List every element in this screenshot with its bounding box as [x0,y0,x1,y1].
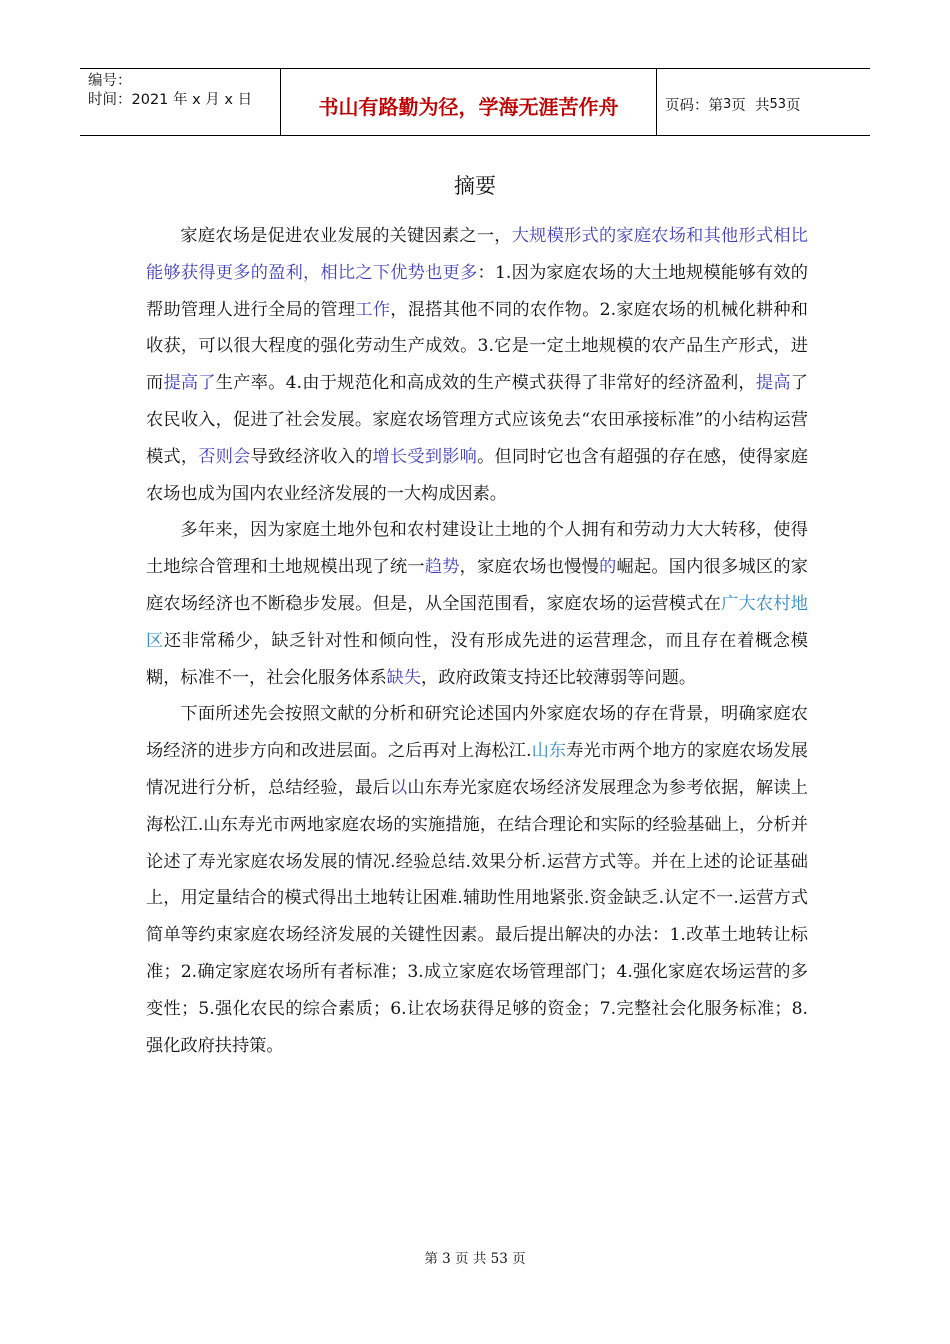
page-footer: 第 3 页 共 53 页 [424,1251,526,1267]
abstract-paragraph [146,512,808,696]
page-current: 3 [723,96,732,112]
text-run: 生产率。4.由于规范化和高成效的生产模式获得了非常好的经济盈利， [215,373,756,394]
header-motto: 书山有路勤为径，学海无涯苦作舟 [281,69,657,135]
page-prefix: 页码：第 [665,97,723,114]
text-run: 了农民收入，促进了社会发展。家庭农场管理方式应该免去“农田承接标准”的小结构运营模式， [146,373,808,467]
highlighted-text: 提高了 [163,373,216,394]
highlighted-text: 广大农村地区 [146,593,808,651]
highlighted-text: 山东 [531,741,567,762]
page-suffix: 页 [786,97,801,114]
text-run: 下面所述先会按照文献的分析和研究论述国内外家庭农场的存在背景，明确家庭农场经济的进步方向和改进层面。之后再对上海松江. [146,704,808,762]
header-info-cell [80,69,281,135]
abstract-paragraph [146,218,808,512]
highlighted-text: 提高 [755,373,791,394]
page-mid: 页 共 [731,97,770,114]
page-total: 53 [769,96,787,112]
text-run: 崛起。国内很多城区的家庭农场经济也不断稳步发展。但是，从全国范围看，家庭农场的运营模式在 [146,557,808,614]
highlighted-text: 的 [599,557,617,578]
highlighted-text: 工作 [355,299,391,320]
highlighted-text: 增长受到影响 [372,446,478,467]
text-run: ，家庭农场也慢慢 [459,557,600,578]
highlighted-text: 以 [389,777,408,798]
highlighted-text: 缺失 [386,667,422,688]
text-run: 还非常稀少，缺乏针对性和倾向性，没有形成先进的运营理念，而且存在着概念模糊，标准不一，社会化服务体系 [146,630,808,688]
text-run: 山东寿光家庭农场经济发展理念为参考依据，解读上海松江.山东寿光市两地家庭农场的实施措施，在结合理论和实际的经验基础上，分析并论述了寿光家庭农场发展的情况.经验总结.效果分析.运营方式等。并在上述的论证基础上，用定量结合的模式得出土地转让困难.辅助性用地紧张.资金缺乏.认定不一.运营方式简单等约束家庭农场经济发展的关键性因素。最后提出解决的办法：1.改革土地转让标准；2.确定家庭农场所有者标准；3.成立家庭农场管理部门；4.强化家庭农场运营的多变性；5.强化农民的综合素质；6.让农场获得足够的资金；7.完整社会化服务标准；8.强化政府扶持策。 [146,777,808,1056]
header-table [80,68,870,136]
text-run: 多年来，因为家庭土地外包和农村建设让土地的个人拥有和劳动力大大转移，使得土地综合管理和土地规模出现了统一 [146,520,808,578]
abstract-paragraph [146,696,808,1064]
text-run: ：1.因为家庭农场的大土地规模能够有效的帮助管理人进行全局的管理 [146,262,808,320]
text-run: 。但同时它也含有超强的存在感，使得家庭农场也成为国内农业经济发展的一大构成因素。 [146,446,808,504]
page-title: 摘要 [454,174,496,198]
highlighted-text: 趋势 [424,557,460,578]
text-run: ，混搭其他不同的农作物。2.家庭农场的机械化耕种和收获，可以很大程度的强化劳动生产成效。3.它是一定土地规模的农产品生产形式，进而 [146,299,808,394]
text-run: 家庭农场是促进农业发展的关键因素之一， [180,226,512,246]
abstract-body [146,218,808,1064]
text-run: 导致经济收入的 [250,446,373,467]
highlighted-text: 大规模形式的家庭农场和其他形式相比能够获得更多的盈利，相比之下优势也更多 [146,226,808,283]
highlighted-text: 否则会 [198,446,251,467]
header-page-info [657,69,870,135]
document-date: 时间：2021 年 x 月 x 日 [88,92,253,108]
text-run: ，政府政策支持还比较薄弱等问题。 [421,667,697,688]
text-run: 寿光市两个地方的家庭农场发展情况进行分析，总结经验，最后 [146,741,808,798]
document-number-label: 编号： [88,73,132,89]
